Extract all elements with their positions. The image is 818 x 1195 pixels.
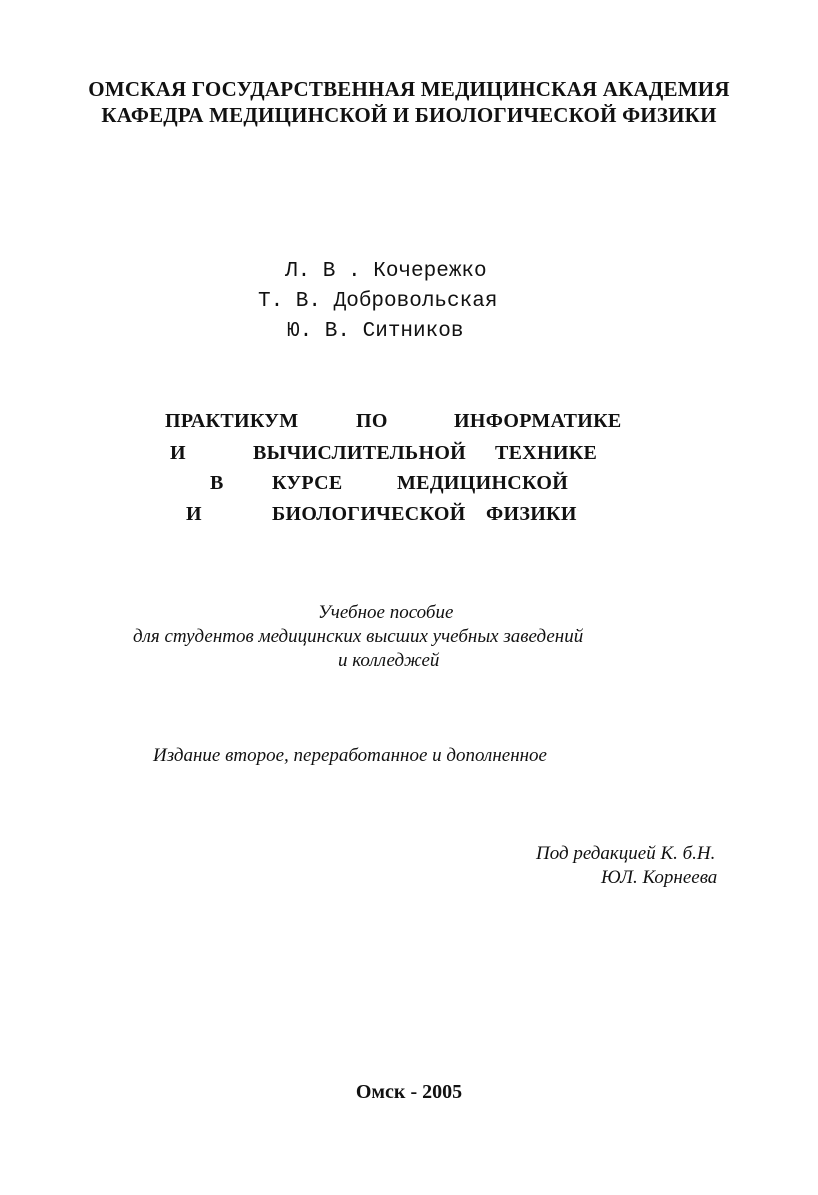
- title-word: ПРАКТИКУМ: [165, 410, 299, 432]
- author-2: Т. В. Добровольская: [258, 290, 498, 313]
- editor-line-2: ЮЛ. Корнеева: [601, 867, 718, 888]
- editor-line-1: Под редакцией К. б.Н.: [536, 843, 716, 864]
- department-name: КАФЕДРА МЕДИЦИНСКОЙ И БИОЛОГИЧЕСКОЙ ФИЗИКИ: [101, 103, 717, 127]
- author-1: Л. В . Кочережко: [285, 260, 487, 283]
- title-word: БИОЛОГИЧЕСКОЙ: [272, 503, 466, 525]
- subtitle-line-1: Учебное пособие: [318, 602, 454, 623]
- title-word: ВЫЧИСЛИТЕЛЬНОЙ: [253, 442, 467, 464]
- title-word: ИНФОРМАТИКЕ: [454, 410, 622, 432]
- title-word: ФИЗИКИ: [486, 503, 577, 525]
- title-word: МЕДИЦИНСКОЙ: [397, 472, 569, 494]
- title-word: И: [186, 503, 202, 525]
- title-word: КУРСЕ: [272, 472, 343, 494]
- institution-name: ОМСКАЯ ГОСУДАРСТВЕННАЯ МЕДИЦИНСКАЯ АКАДЕМИЯ: [88, 77, 730, 101]
- city-year: Омск - 2005: [355, 1081, 463, 1103]
- title-word: И: [170, 442, 186, 464]
- title-word: ПО: [356, 410, 388, 432]
- title-word: ТЕХНИКЕ: [495, 442, 598, 464]
- subtitle-line-2: для студентов медицинских высших учебных заведений: [133, 626, 584, 647]
- subtitle-line-3: и колледжей: [338, 650, 440, 671]
- edition-note: Издание второе, переработанное и дополненное: [153, 745, 547, 766]
- author-3: Ю. В. Ситников: [287, 320, 464, 343]
- title-word: В: [210, 472, 224, 494]
